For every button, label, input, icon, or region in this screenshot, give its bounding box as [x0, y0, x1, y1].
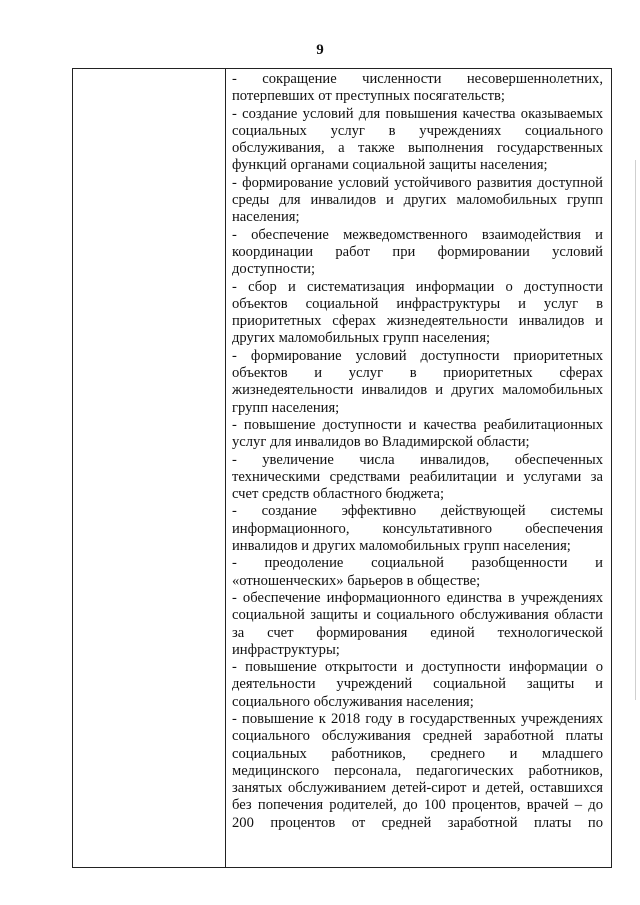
list-item: - создание эффективно действующей системы информационного, консультативного обеспечения инвалидов и других маломобильных групп населения; [232, 503, 603, 555]
list-item: - формирование условий доступности приоритетных объектов и услуг в приоритетных сферах жизнедеятельности инвалидов и других маломобильных групп населения; [232, 347, 603, 416]
list-item: - создание условий для повышения качества оказываемых социальных услуг в учреждениях социального обслуживания, а также выполнения государственных функций органами социальной защиты населения; [232, 105, 603, 174]
list-item: - увеличение числа инвалидов, обеспеченных техническими средствами реабилитации и услугами за счет средств областного бюджета; [232, 451, 603, 503]
list-item: - обеспечение межведомственного взаимодействия и координации работ при формировании условий доступности; [232, 226, 603, 278]
left-cell [73, 69, 226, 868]
list-item: - формирование условий устойчивого развития доступной среды для инвалидов и других маломобильных групп населения; [232, 174, 603, 226]
list-item: - сбор и систематизация информации о доступности объектов социальной инфраструктуры и услуг в приоритетных сферах жизнедеятельности инвалидов и других маломобильных групп населения; [232, 278, 603, 347]
list-item: - повышение к 2018 году в государственных учреждениях социального обслуживания средней заработной платы социальных работников, среднего и младшего медицинского персонала, педагогических работников, занятых обслуживанием детей-сирот и детей, оставшихся без попечения родителей, до 100 процентов, врачей – до 200 процентов от средней заработной платы по [232, 710, 603, 831]
goals-cell [226, 69, 612, 868]
page-number: 9 [316, 42, 324, 58]
list-item: - обеспечение информационного единства в учреждениях социальной защиты и социального обслуживания области за счет формирования единой технологической инфраструктуры; [232, 589, 603, 658]
list-item: - преодоление социальной разобщенности и «отношенческих» барьеров в обществе; [232, 555, 603, 589]
page-edge-line [635, 160, 636, 700]
list-item: - повышение доступности и качества реабилитационных услуг для инвалидов во Владимирской области; [232, 416, 603, 451]
goals-table [72, 68, 612, 868]
list-item: - повышение открытости и доступности информации о деятельности учреждений социальной защиты и социального обслуживания населения; [232, 659, 603, 710]
list-item: - сокращение численности несовершеннолетних, потерпевших от преступных посягательств; [232, 71, 603, 105]
table-row [73, 69, 612, 868]
